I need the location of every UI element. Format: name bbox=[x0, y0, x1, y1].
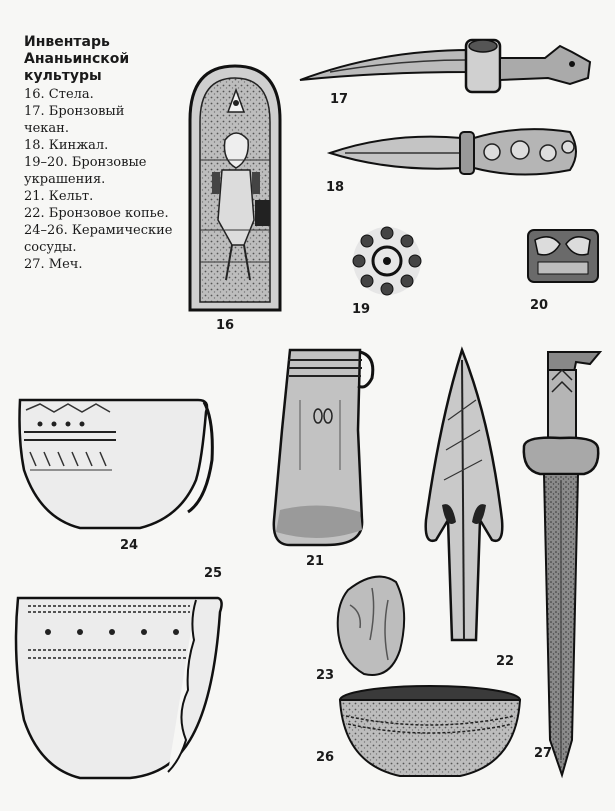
label-18: 18 bbox=[326, 180, 345, 195]
sword-drawing bbox=[524, 352, 600, 775]
legend-item: 19–20. Бронзовые bbox=[24, 155, 147, 170]
legend-title-line: культуры bbox=[24, 68, 102, 84]
label-25: 25 bbox=[204, 566, 223, 581]
label-20: 20 bbox=[530, 298, 549, 313]
bowl-drawing bbox=[340, 686, 520, 776]
chekan-drawing bbox=[300, 40, 590, 92]
rosette-ornament-drawing bbox=[353, 227, 421, 295]
spear-drawing bbox=[426, 350, 503, 640]
vessel-24-drawing bbox=[20, 400, 213, 528]
legend-item: 24–26. Керамические bbox=[24, 223, 173, 238]
vessel-25-drawing bbox=[16, 598, 222, 778]
legend-item: чекан. bbox=[24, 121, 69, 136]
legend-item: 18. Кинжал. bbox=[24, 138, 109, 153]
celt-drawing bbox=[274, 350, 373, 545]
label-17: 17 bbox=[330, 92, 349, 107]
label-21: 21 bbox=[306, 554, 325, 569]
legend-item: 22. Бронзовое копье. bbox=[24, 206, 169, 221]
label-19: 19 bbox=[352, 302, 371, 317]
legend-title-line: Инвентарь bbox=[24, 34, 110, 50]
legend-item: 21. Кельт. bbox=[24, 189, 94, 204]
legend-item: 17. Бронзовый bbox=[24, 104, 125, 119]
legend-item: 16. Стела. bbox=[24, 87, 94, 102]
flint-tool-drawing bbox=[338, 577, 404, 675]
label-27: 27 bbox=[534, 746, 553, 761]
legend-item: сосуды. bbox=[24, 240, 77, 255]
stele-drawing bbox=[190, 66, 280, 310]
label-16: 16 bbox=[216, 318, 235, 333]
label-22: 22 bbox=[496, 654, 515, 669]
legend-item: 27. Меч. bbox=[24, 257, 83, 272]
label-26: 26 bbox=[316, 750, 335, 765]
label-24: 24 bbox=[120, 538, 139, 553]
legend-title-line: Ананьинской bbox=[24, 51, 130, 67]
legend-item: украшения. bbox=[24, 172, 106, 187]
dagger-drawing bbox=[330, 129, 576, 174]
label-23: 23 bbox=[316, 668, 335, 683]
plaque-ornament-drawing bbox=[528, 230, 598, 282]
